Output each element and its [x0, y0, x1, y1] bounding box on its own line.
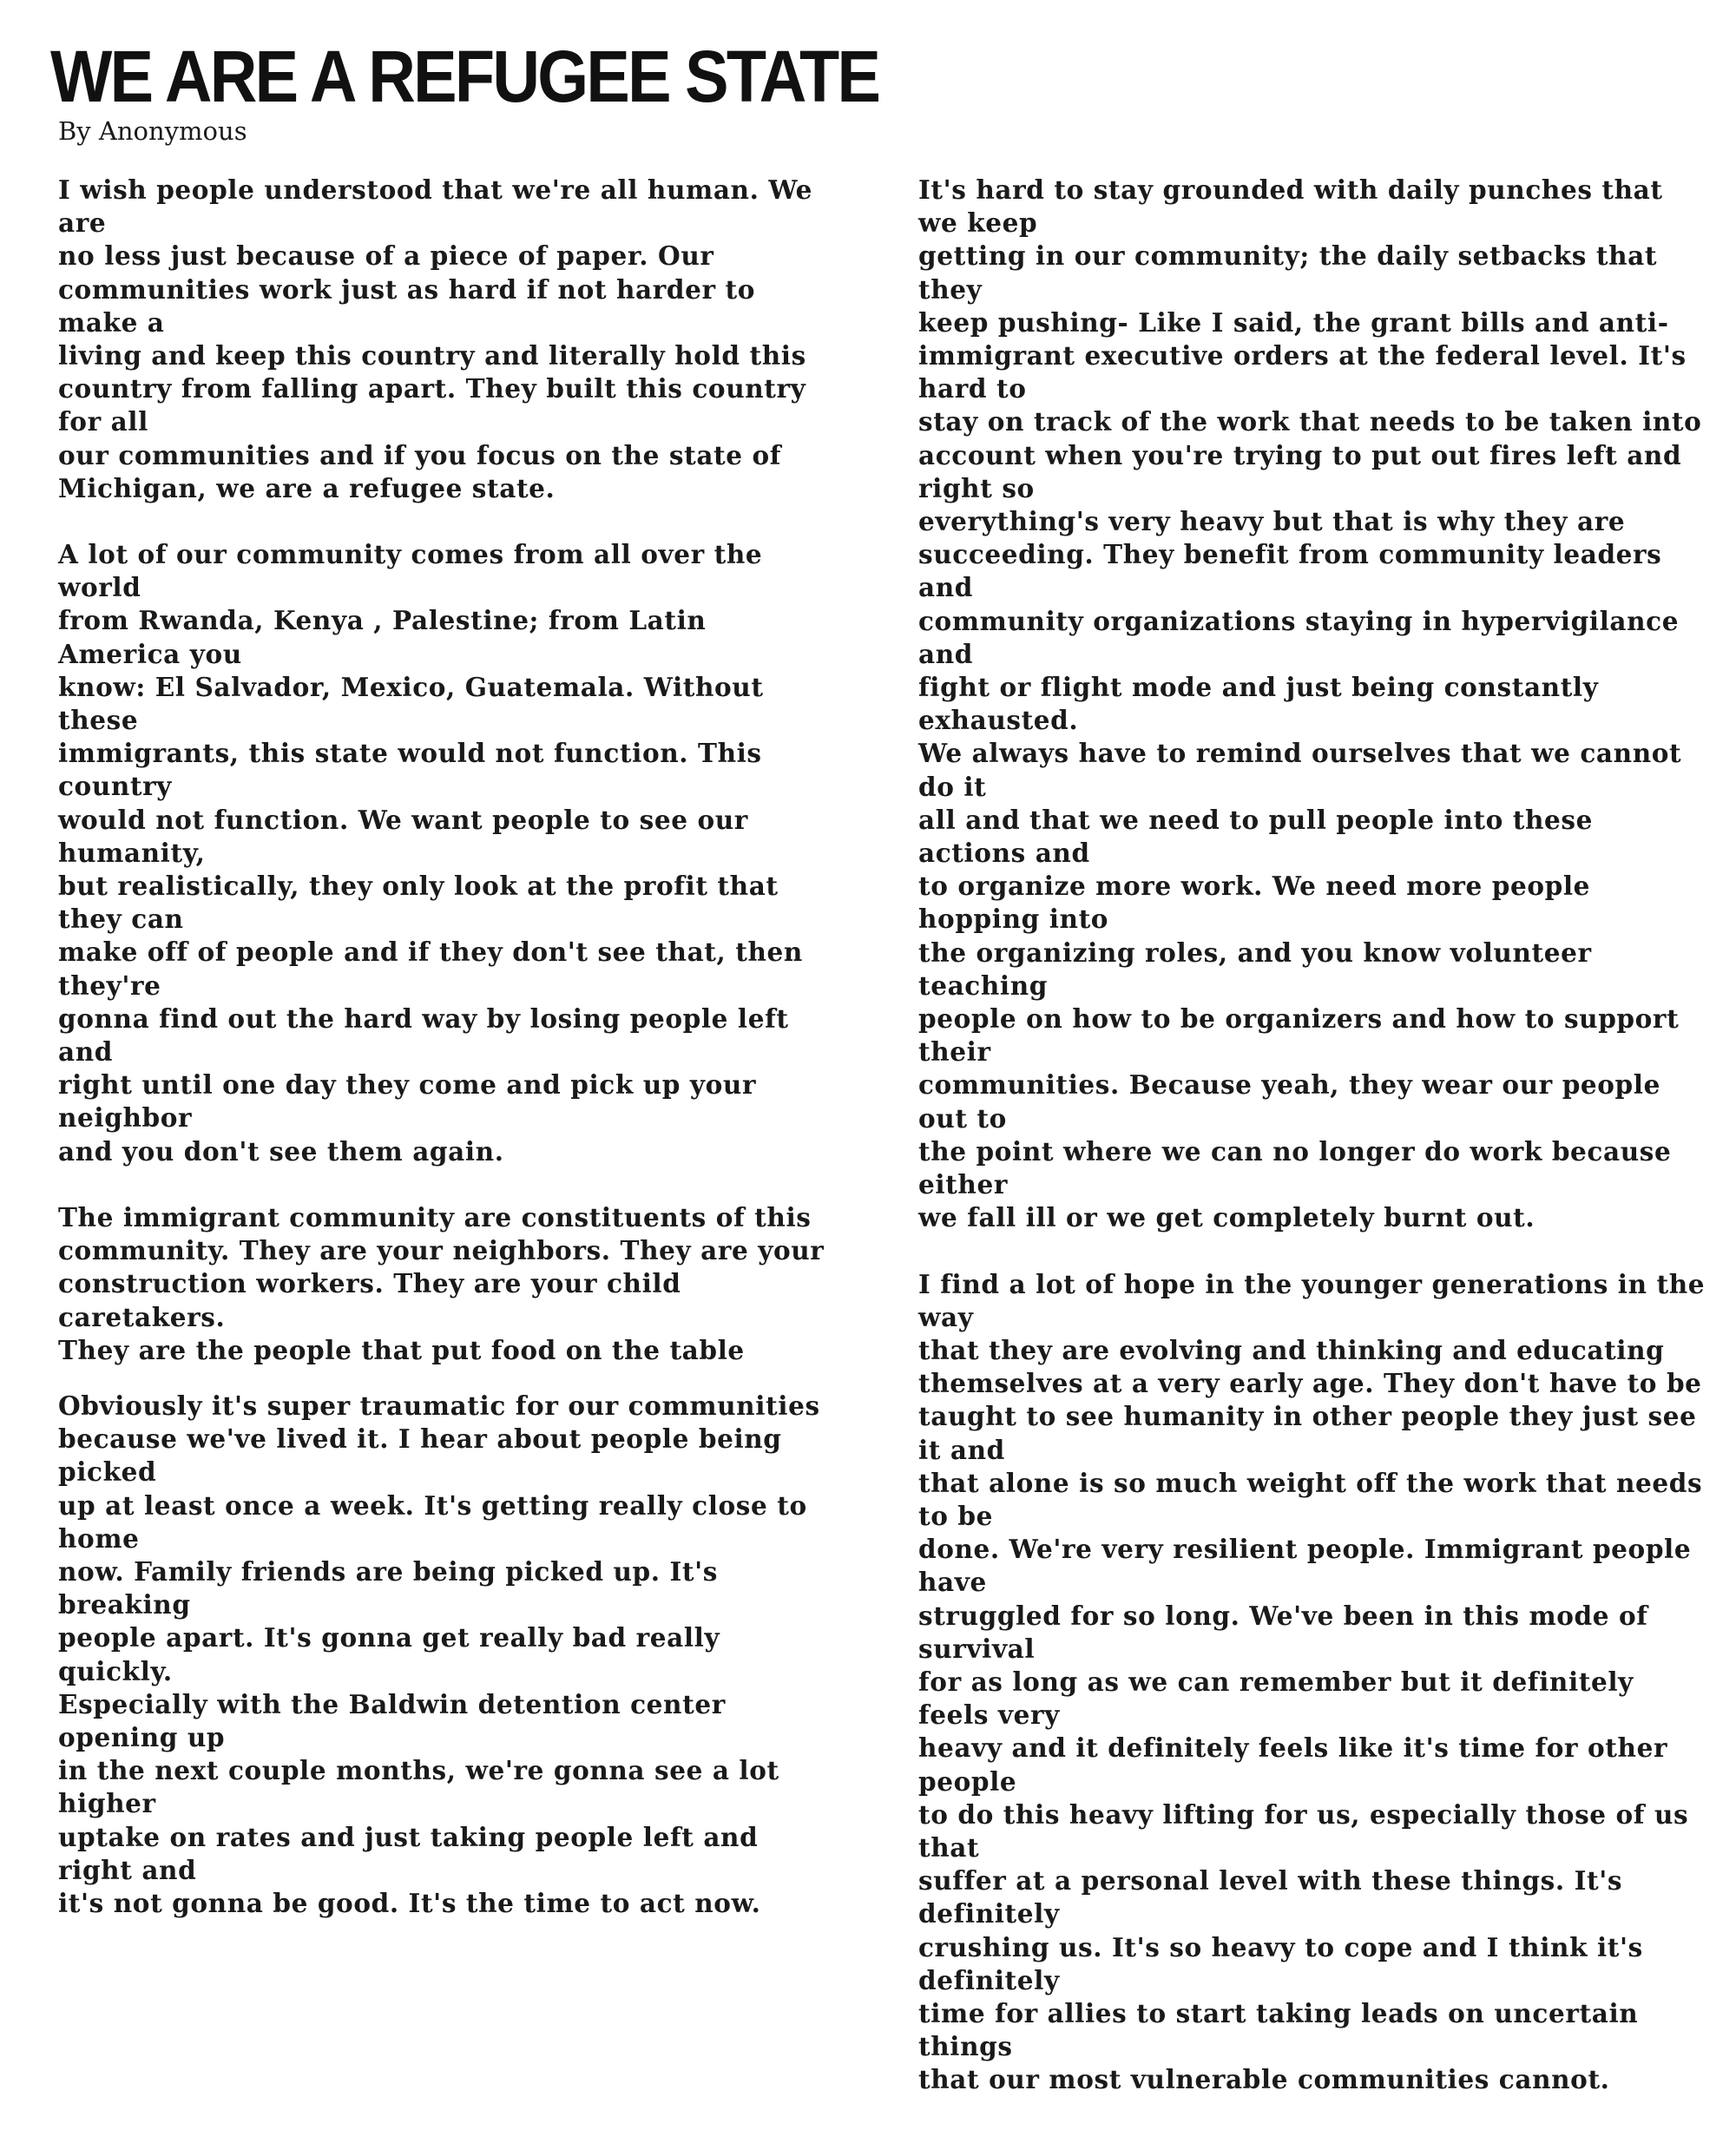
paragraph: Obviously it's super traumatic for our communities because we've lived it. I hear about people being picked up at least once a week. It's getting really close to home now. Family friends are being picked up. It's breaking people apart. It's gonna get really bad really quickly. Especially with the Baldwin detention center opening up in the next couple months, we're gonna see a lot higher uptake on rates and just taking people left and right and it's not gonna be good. It's the time to act now.	[58, 1390, 820, 1918]
right-column	[918, 174, 1708, 2130]
paragraph: A lot of our community comes from all over the world from Rwanda, Kenya , Palestine; from Latin America you know: El Salvador, Mexico, Guatemala. Without these immigrants, this state would not function. This country would not function. We want people to see our humanity, but realistically, they only look at the profit that they can make off of people and if they don't see that, then they're gonna find out the hard way by losing people left and right until one day they come and pick up your neighbor and you don't see them again.	[58, 539, 803, 1167]
paragraph: I find a lot of hope in the younger generations in the way that they are evolving and thinking and educating themselves at a very early age. They don't have to be taught to see humanity in other people they just see it and that alone is so much weight off the work that needs to be done. We're very resilient people. Immigrant people have struggled for so long. We've been in this mode of survival for as long as we can remember but it definitely feels very heavy and it definitely feels like it's time for other people to do this heavy lifting for us, especially those of us that suffer at a personal level with these things. It's definitely crushing us. It's so heavy to cope and I think it's definitely time for allies to start taking leads on uncertain things that our most vulnerable communities cannot.	[918, 1268, 1706, 2095]
left-column	[58, 174, 831, 1953]
page-title: WE ARE A REFUGEE STATE	[50, 36, 879, 117]
paragraph: It's hard to stay grounded with daily punches that we keep getting in our community; the daily setbacks that they keep pushing- Like I said, the grant bills and anti- immigrant executive orders at the federal level. It's hard to stay on track of the work that needs to be taken into account when you're trying to put out fires left and right so everything's very heavy but that is why they are succeeding. They benefit from community leaders and community organizations staying in hypervigilance and fight or flight mode and just being constantly exhausted. We always have to remind ourselves that we cannot do it all and that we need to pull people into these actions and to organize more work. We need more people hopping into the organizing roles, and you know volunteer teaching people on how to be organizers and how to support their communities. Because yeah, they wear our people out to the point where we can no longer do work because either we fall ill or we get completely burnt out.	[918, 174, 1702, 1233]
paragraph: The immigrant community are constituents of this community. They are your neighbors. They are your construction workers. They are your child caretakers. They are the people that put food on the table	[58, 1201, 825, 1365]
paragraph: I wish people understood that we're all human. We are no less just because of a piece of paper. Our communities work just as hard if not harder to make a living and keep this country and literally hold this country from falling apart. They built this country for all our communities and if you focus on the state of Michigan, we are a refugee state.	[58, 174, 813, 503]
byline: By Anonymous	[58, 116, 247, 146]
